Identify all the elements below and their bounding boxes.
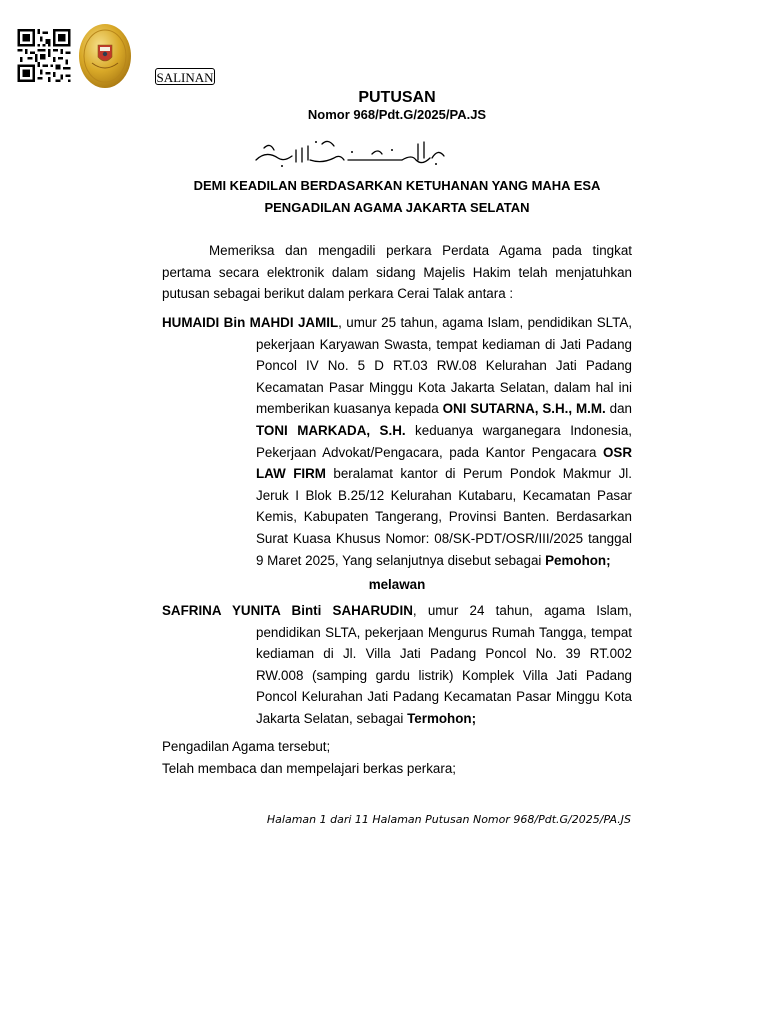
lawyer-2-name: TONI MARKADA, S.H.: [256, 422, 406, 438]
defendant-role: Termohon;: [407, 710, 477, 726]
versus-label: melawan: [368, 577, 426, 592]
bismillah-calligraphy-image: [252, 130, 448, 168]
closing-line-1: Pengadilan Agama tersebut;: [162, 739, 331, 754]
lawyer-details: keduanya warganegara Indonesia, Pekerjaan Advokat/Pengacara, pada Kantor Pengacara: [256, 422, 632, 460]
defendant-details: , umur 24 tahun, agama Islam, pendidikan SLTA, pekerjaan Mengurus Rumah Tangga, tempat kediaman di Jl. Villa Jati Padang Poncol No. 39 RT.002 RW.008 (samping gardu listrik) Komplek Villa Jati Padang Poncol Kelurahan Jati Padang Kecamatan Pasar Minggu Kota Jakarta Selatan, sebagai: [256, 603, 632, 726]
plaintiff-role: Pemohon;: [545, 552, 611, 568]
case-number: Nomor 968/Pdt.G/2025/PA.JS: [307, 107, 487, 122]
court-name: PENGADILAN AGAMA JAKARTA SELATAN: [264, 200, 530, 215]
defendant-name: SAFRINA YUNITA Binti SAHARUDIN: [162, 603, 413, 618]
lawyer-1-name: ONI SUTARNA, S.H., M.M.: [442, 401, 606, 417]
defendant-paragraph: [162, 600, 632, 730]
conjunction-text: dan: [605, 401, 632, 417]
page-footer: Halaman 1 dari 11 Halaman Putusan Nomor 968/Pdt.G/2025/PA.JS: [266, 813, 631, 826]
document-title: PUTUSAN: [358, 89, 436, 106]
plaintiff-name: HUMAIDI Bin MAHDI JAMIL: [162, 315, 339, 330]
plaintiff-details: , umur 25 tahun, agama Islam, pendidikan SLTA, pekerjaan Karyawan Swasta, tempat kediaman di Jati Padang Poncol IV No. 5 D RT.03 RW.08 Kelurahan Jati Padang Kecamatan Pasar Minggu Kota Jakarta Selatan, dalam hal ini memberikan kuasanya kepada: [256, 315, 632, 417]
closing-line-2: Telah membaca dan mempelajari berkas perkara;: [162, 761, 456, 776]
firm-address: beralamat kantor di Perum Pondok Makmur Jl. Jeruk I Blok B.25/12 Kelurahan Kutabaru, Kecamatan Pasar Kemis, Kabupaten Tangerang, Provinsi Banten. Berdasarkan Surat Kuasa Khusus Nomor: 08/SK-PDT/OSR/III/2025 tanggal 9 Maret 2025, Yang selanjutnya disebut sebagai: [256, 466, 632, 568]
copy-stamp: SALINAN: [156, 70, 214, 85]
plaintiff-paragraph: [162, 312, 632, 571]
opening-text: Memeriksa dan mengadili perkara Perdata Agama pada tingkat pertama secara elektronik dalam sidang Majelis Hakim telah menjatuhkan putusan sebagai berikut dalam perkara Cerai Talak antara :: [162, 243, 632, 302]
qr-code-image: [16, 29, 72, 82]
invocation-line-1: DEMI KEADILAN BERDASARKAN KETUHANAN YANG MAHA ESA: [193, 178, 601, 193]
court-seal-logo: [78, 23, 132, 89]
opening-paragraph: [162, 240, 632, 305]
law-firm-name: OSR LAW FIRM: [256, 444, 632, 482]
